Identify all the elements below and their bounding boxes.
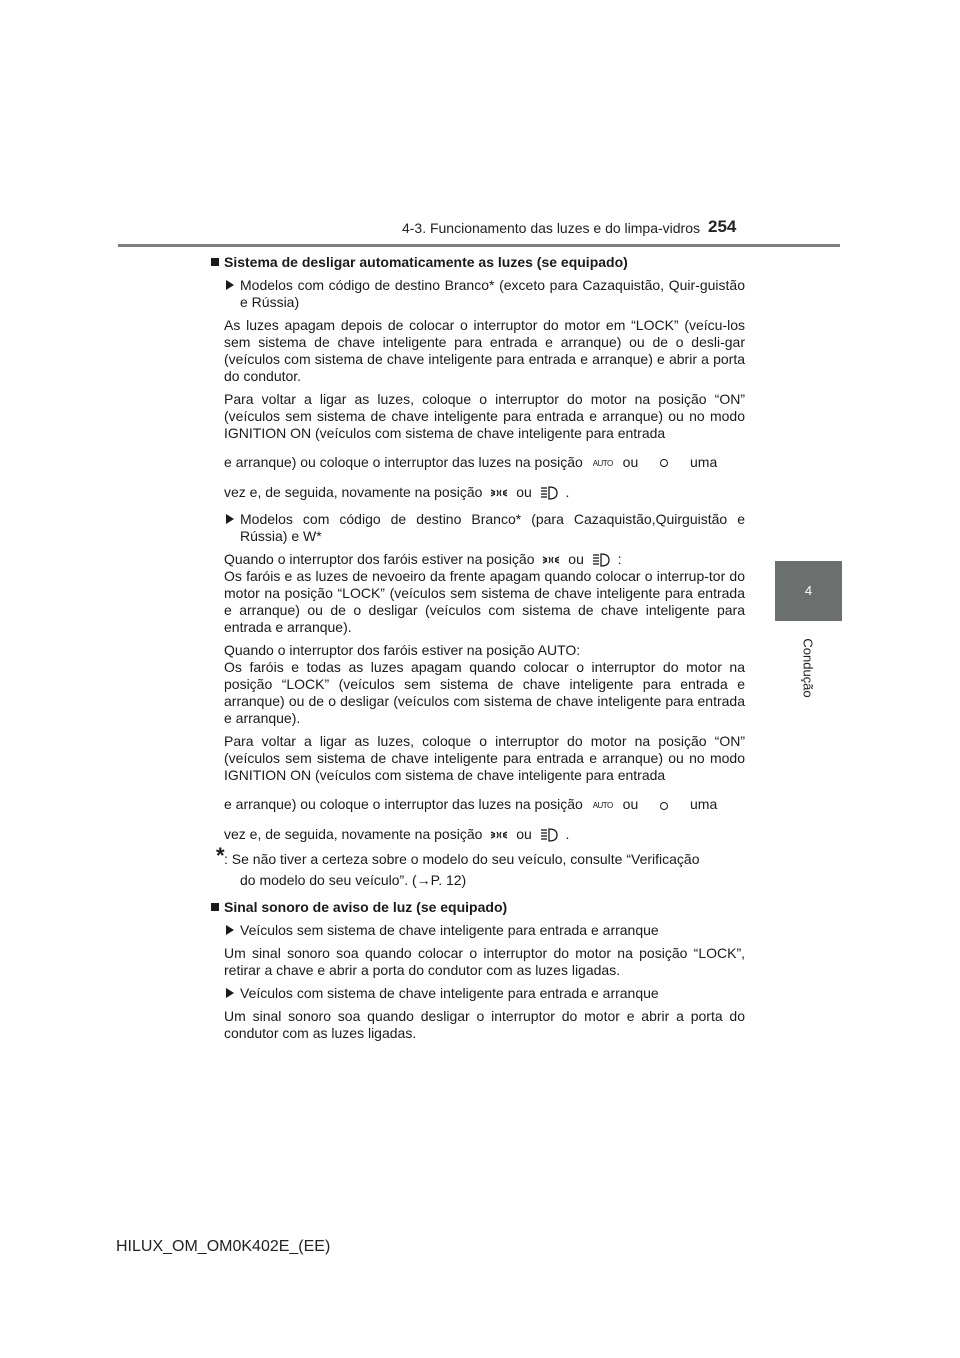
text-fragment: ou — [516, 483, 532, 500]
text-fragment: ou — [622, 454, 639, 470]
paragraph: Os faróis e as luzes de nevoeiro da frente apagam quando colocar o interrup-tor do motor na posição “LOCK” (veículos sem sistema de chave inteligente para entrada e arranque) ou de o desligar (veículos com sistema de chave inteligente para entrada e arranque). — [224, 568, 745, 636]
page-number: 254 — [708, 217, 737, 236]
paragraph: Um sinal sonoro soa quando desligar o interruptor do motor e abrir a porta do condutor com as luzes ligadas. — [224, 1008, 745, 1042]
square-bullet-icon — [211, 903, 219, 911]
text-fragment: e arranque) ou coloque o interruptor das luzes na posição — [224, 454, 583, 470]
tail-lights-icon — [490, 829, 508, 841]
subheading-text: Modelos com código de destino Branco* (exceto para Cazaquistão, Quir-guistão e Rússia) — [240, 277, 745, 310]
icon-text-line — [210, 484, 745, 501]
subheading — [210, 922, 745, 939]
header-title: 4-3. Funcionamento das luzes e do limpa-vidros — [401, 220, 700, 236]
icon-text-line — [210, 826, 745, 843]
section-heading — [210, 899, 745, 916]
triangle-bullet-icon — [226, 925, 234, 935]
subheading-text: Modelos com código de destino Branco* (para Cazaquistão,Quirguistão e Rússia) e W* — [240, 511, 745, 545]
subheading — [210, 985, 745, 1002]
triangle-bullet-icon — [226, 514, 234, 524]
section-heading-text: Sistema de desligar automaticamente as luzes (se equipado) — [224, 254, 628, 270]
footnote-star: * — [216, 843, 225, 869]
footnote-line — [240, 872, 745, 889]
headlight-icon — [592, 552, 610, 568]
header-rule — [118, 244, 840, 247]
text-fragment: ou — [622, 796, 639, 813]
triangle-bullet-icon — [226, 280, 234, 290]
subheading-text: Veículos com sistema de chave inteligente para entrada e arranque — [240, 985, 659, 1002]
subheading — [210, 511, 745, 545]
auto-icon: AUTO — [592, 801, 613, 811]
subheading — [210, 277, 745, 311]
icon-text-line — [210, 454, 745, 472]
text-fragment: do modelo do seu veículo”. ( — [240, 872, 417, 889]
text-fragment: ou — [516, 826, 532, 843]
text-fragment: ou — [568, 551, 584, 568]
text-fragment: uma — [690, 454, 718, 470]
arrow-icon: → — [416, 872, 431, 889]
paragraph: Quando o interruptor dos faróis estiver na posição AUTO: — [224, 642, 581, 659]
auto-icon: AUTO — [592, 458, 613, 468]
icon-text-line — [210, 551, 745, 568]
text-fragment: . — [565, 826, 570, 843]
subheading-text: Veículos sem sistema de chave inteligente para entrada e arranque — [240, 922, 659, 939]
text-fragment: vez e, de seguida, novamente na posição — [224, 826, 483, 843]
headlight-icon — [540, 827, 558, 843]
text-fragment: vez e, de seguida, novamente na posição — [224, 483, 483, 500]
page-content — [210, 254, 745, 1048]
text-fragment: Quando o interruptor dos faróis estiver na posição — [224, 551, 535, 568]
headlight-icon — [540, 485, 558, 501]
page-reference-link[interactable]: P. 12) — [430, 872, 467, 889]
text-fragment: : — [617, 551, 622, 568]
paragraph: Os faróis e todas as luzes apagam quando colocar o interruptor do motor na posição “LOCK” (veículos sem sistema de chave inteligente para entrada e arranque) ou de o desligar (veículos com sistema de chave inteligente para entrada e arranque). — [224, 659, 745, 727]
paragraph: Para voltar a ligar as luzes, coloque o interruptor do motor na posição “ON” (veículos sem sistema de chave inteligente para entrada e arranque) ou no modo IGNITION ON (veículos com sistema de chave inteligente para entrada — [224, 391, 745, 441]
off-circle-icon — [660, 459, 668, 467]
footnote — [210, 843, 745, 889]
section-heading-text: Sinal sonoro de aviso de luz (se equipado) — [224, 899, 508, 916]
tail-lights-icon — [490, 487, 508, 499]
footnote-line — [224, 851, 745, 868]
icon-text-line — [210, 796, 745, 814]
chapter-tab[interactable]: 4 — [775, 561, 842, 621]
off-circle-icon — [660, 802, 668, 810]
text-fragment: uma — [690, 796, 718, 813]
document-code: HILUX_OM_OM0K402E_(EE) — [116, 1238, 331, 1255]
triangle-bullet-icon — [226, 988, 234, 998]
paragraph: As luzes apagam depois de colocar o interruptor do motor em “LOCK” (veícu-los sem sistema de chave inteligente para entrada e arranque) ou de o desli-gar (veículos com sistema de chave inteligente para entrada e arranque) e abrir a porta do condutor. — [224, 317, 745, 384]
text-fragment: . — [565, 483, 570, 500]
text-fragment: e arranque) ou coloque o interruptor das luzes na posição — [224, 796, 583, 813]
square-bullet-icon — [211, 258, 219, 266]
chapter-label: Condução — [800, 638, 816, 698]
paragraph: Para voltar a ligar as luzes, coloque o interruptor do motor na posição “ON” (veículos sem sistema de chave inteligente para entrada e arranque) ou no modo IGNITION ON (veículos com sistema de chave inteligente para entrada — [224, 733, 745, 784]
text-fragment: : Se não tiver a certeza sobre o modelo do seu veículo, consulte “Verificação — [224, 851, 700, 868]
paragraph: Um sinal sonoro soa quando colocar o interruptor do motor na posição “LOCK”, retirar a chave e abrir a porta do condutor com as luzes ligadas. — [224, 945, 745, 979]
tail-lights-icon — [542, 554, 560, 566]
section-heading — [210, 254, 745, 271]
